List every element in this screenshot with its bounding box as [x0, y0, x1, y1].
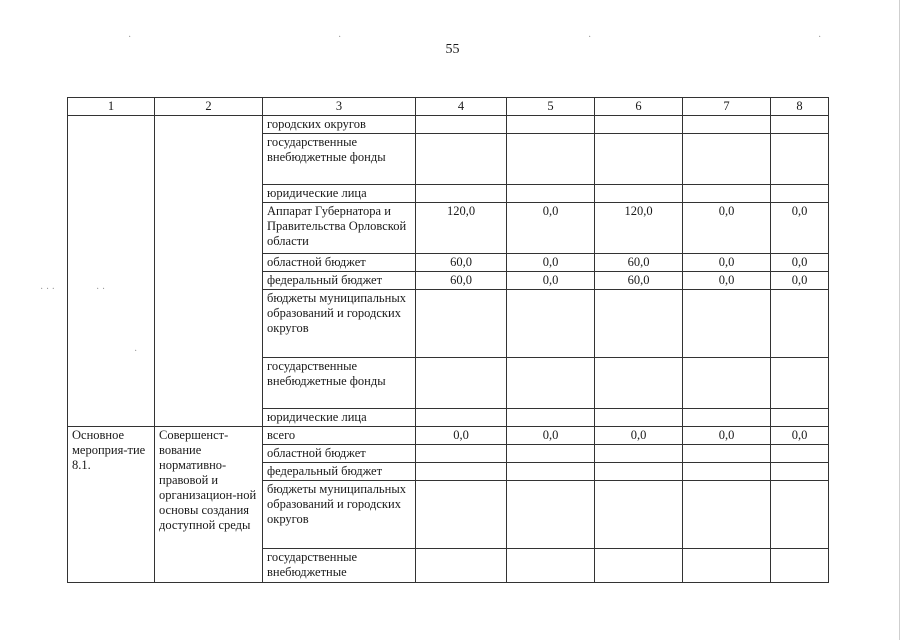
- value-cell: [771, 409, 829, 427]
- value-cell: [595, 134, 683, 185]
- value-cell: 0,0: [507, 203, 595, 254]
- row-label: юридические лица: [263, 185, 416, 203]
- budget-table: [67, 97, 829, 583]
- value-cell: [771, 481, 829, 549]
- value-cell: [683, 481, 771, 549]
- row-label: областной бюджет: [263, 254, 416, 272]
- value-cell: [595, 290, 683, 358]
- row-label: федеральный бюджет: [263, 463, 416, 481]
- value-cell: 0,0: [771, 254, 829, 272]
- value-cell: [507, 134, 595, 185]
- activity-number-cell: Основное мероприя-тие 8.1.: [68, 427, 155, 583]
- row-label: государственные внебюджетные фонды: [263, 134, 416, 185]
- value-cell: [595, 481, 683, 549]
- value-cell: [507, 481, 595, 549]
- value-cell: [771, 463, 829, 481]
- header-col-5: 5: [507, 98, 595, 116]
- scan-speck: · · ·: [40, 284, 55, 295]
- value-cell: [683, 116, 771, 134]
- value-cell: 0,0: [683, 272, 771, 290]
- value-cell: [771, 358, 829, 409]
- header-col-1: 1: [68, 98, 155, 116]
- page-number: 55: [445, 42, 460, 57]
- value-cell: [683, 134, 771, 185]
- value-cell: [683, 358, 771, 409]
- value-cell: 0,0: [771, 272, 829, 290]
- header-col-8: 8: [771, 98, 829, 116]
- scan-speck: ·: [128, 32, 132, 43]
- value-cell: [771, 134, 829, 185]
- value-cell: [595, 549, 683, 583]
- header-col-7: 7: [683, 98, 771, 116]
- scan-speck: ·: [338, 32, 342, 43]
- row-label: бюджеты муниципальных образований и городских округов: [263, 290, 416, 358]
- value-cell: [416, 549, 507, 583]
- value-cell: 120,0: [416, 203, 507, 254]
- value-cell: 0,0: [416, 427, 507, 445]
- value-cell: [683, 290, 771, 358]
- value-cell: [507, 409, 595, 427]
- scan-speck: · ·: [96, 284, 106, 295]
- value-cell: [771, 445, 829, 463]
- value-cell: [507, 463, 595, 481]
- cell-col1-empty: [68, 116, 155, 427]
- value-cell: [416, 358, 507, 409]
- row-label: федеральный бюджет: [263, 272, 416, 290]
- value-cell: [595, 185, 683, 203]
- header-col-4: 4: [416, 98, 507, 116]
- row-label: государственные внебюджетные: [263, 549, 416, 583]
- value-cell: [416, 185, 507, 203]
- value-cell: 0,0: [507, 427, 595, 445]
- value-cell: [683, 445, 771, 463]
- value-cell: 120,0: [595, 203, 683, 254]
- value-cell: [416, 134, 507, 185]
- header-col-3: 3: [263, 98, 416, 116]
- value-cell: [416, 481, 507, 549]
- table-header-row: [68, 98, 829, 116]
- value-cell: 0,0: [771, 427, 829, 445]
- value-cell: 0,0: [507, 272, 595, 290]
- value-cell: [771, 116, 829, 134]
- value-cell: 0,0: [683, 254, 771, 272]
- value-cell: [416, 409, 507, 427]
- header-col-2: 2: [155, 98, 263, 116]
- row-label: государственные внебюджетные фонды: [263, 358, 416, 409]
- value-cell: [595, 358, 683, 409]
- value-cell: [507, 116, 595, 134]
- value-cell: 60,0: [416, 254, 507, 272]
- value-cell: [507, 445, 595, 463]
- value-cell: 0,0: [771, 203, 829, 254]
- cell-col2-empty: [155, 116, 263, 427]
- value-cell: 60,0: [595, 272, 683, 290]
- value-cell: [595, 463, 683, 481]
- value-cell: 0,0: [683, 427, 771, 445]
- scan-speck: ·: [134, 346, 138, 357]
- row-label: юридические лица: [263, 409, 416, 427]
- scan-edge-line: [899, 0, 900, 640]
- row-label: областной бюджет: [263, 445, 416, 463]
- row-label: городских округов: [263, 116, 416, 134]
- scan-speck: ·: [588, 32, 592, 43]
- value-cell: 0,0: [595, 427, 683, 445]
- value-cell: [771, 185, 829, 203]
- value-cell: [683, 185, 771, 203]
- table-row: [68, 116, 829, 134]
- value-cell: [507, 549, 595, 583]
- table-row: [68, 427, 829, 445]
- value-cell: 60,0: [416, 272, 507, 290]
- value-cell: 0,0: [507, 254, 595, 272]
- header-col-6: 6: [595, 98, 683, 116]
- value-cell: [507, 358, 595, 409]
- value-cell: [683, 463, 771, 481]
- row-label: Аппарат Губернатора и Правительства Орловской области: [263, 203, 416, 254]
- row-label: всего: [263, 427, 416, 445]
- value-cell: [683, 409, 771, 427]
- activity-name-cell: Совершенст-вование нормативно-правовой и организацион-ной основы создания доступной среды: [155, 427, 263, 583]
- value-cell: [595, 409, 683, 427]
- value-cell: [507, 185, 595, 203]
- value-cell: [771, 290, 829, 358]
- value-cell: [507, 290, 595, 358]
- value-cell: [416, 116, 507, 134]
- value-cell: [416, 463, 507, 481]
- value-cell: [683, 549, 771, 583]
- value-cell: [595, 116, 683, 134]
- value-cell: 60,0: [595, 254, 683, 272]
- scan-speck: ·: [818, 32, 822, 43]
- value-cell: [595, 445, 683, 463]
- value-cell: 0,0: [683, 203, 771, 254]
- value-cell: [416, 290, 507, 358]
- value-cell: [771, 549, 829, 583]
- row-label: бюджеты муниципальных образований и городских округов: [263, 481, 416, 549]
- value-cell: [416, 445, 507, 463]
